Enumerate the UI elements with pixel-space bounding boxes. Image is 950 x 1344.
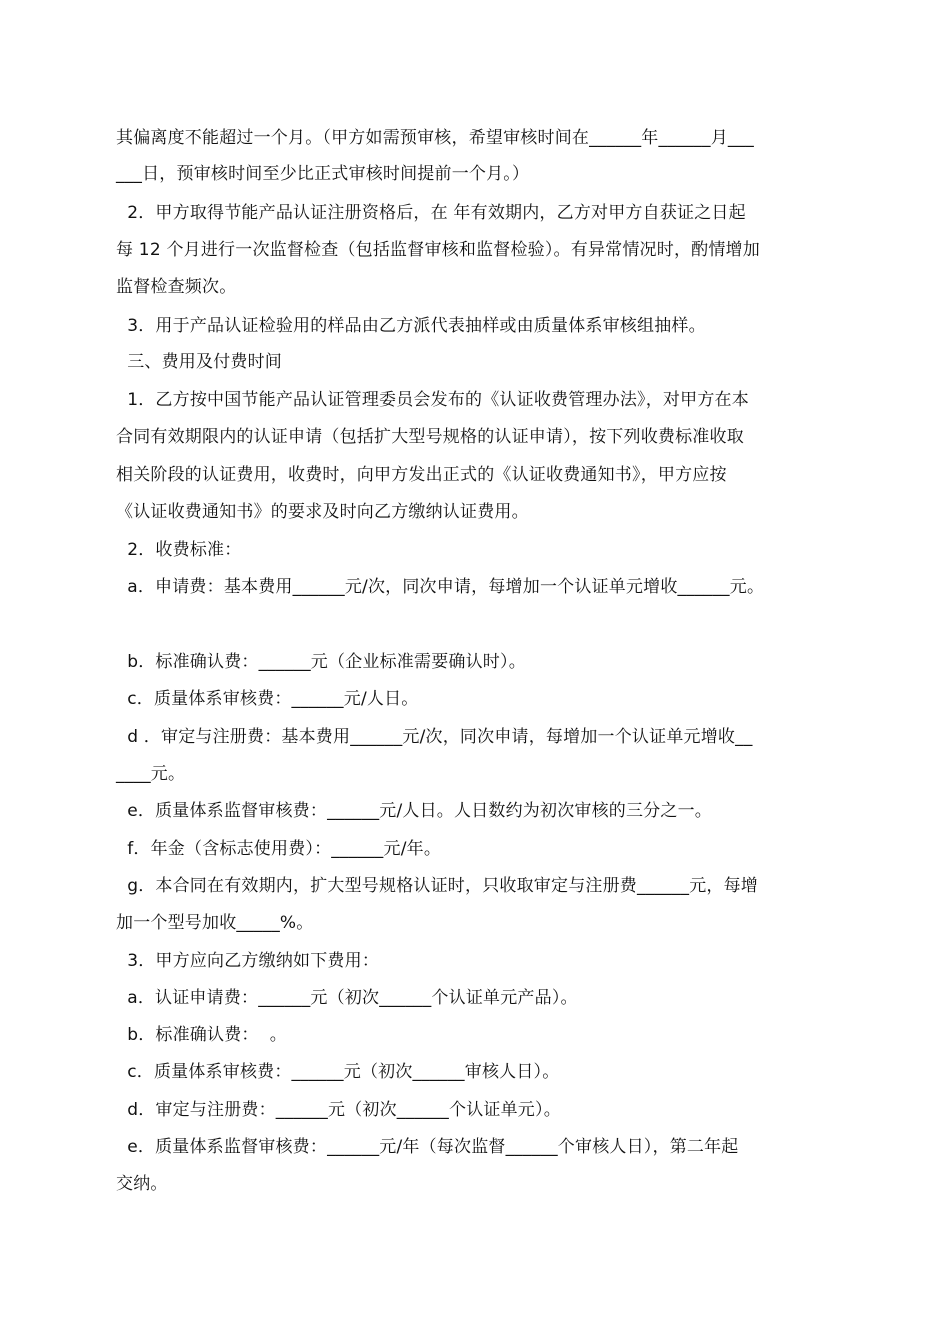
text-line: b．标准确认费： 。 [116,1025,288,1045]
text-line: e．质量体系监督审核费：______元/年（每次监督______个审核人日），第二年起 [116,1137,739,1157]
text-line: ____元。 [116,764,186,784]
text-line: d ．审定与注册费：基本费用______元/次，同次申请，每增加一个认证单元增收__ [116,727,753,747]
text-line: 加一个型号加收_____%。 [116,913,314,933]
text-line: 交纳。 [116,1174,168,1194]
text-line: 合同有效期限内的认证申请（包括扩大型号规格的认证申请），按下列收费标准收取 [116,427,744,447]
text-line: 监督检查频次。 [116,277,237,297]
text-line: 其偏离度不能超过一个月。（甲方如需预审核，希望审核时间在______年______月___ [116,128,754,148]
text-line: 3．甲方应向乙方缴纳如下费用： [116,951,380,971]
text-line: g．本合同在有效期内，扩大型号规格认证时，只收取审定与注册费______元，每增 [116,876,758,896]
text-line: 3．用于产品认证检验用的样品由乙方派代表抽样或由质量体系审核组抽样。 [116,316,706,336]
text-line: d．审定与注册费：______元（初次______个认证单元）。 [116,1100,561,1120]
text-line: b．标准确认费：______元（企业标准需要确认时）。 [116,652,526,672]
text-line: 相关阶段的认证费用，收费时，向甲方发出正式的《认证收费通知书》，甲方应按 [116,465,727,485]
text-line: 2．收费标准： [116,540,242,560]
text-line: c．质量体系审核费：______元/人日。 [116,689,419,709]
text-line: c．质量体系审核费：______元（初次______审核人日）。 [116,1062,560,1082]
text-line: ___日，预审核时间至少比正式审核时间提前一个月。） [116,164,530,184]
text-line: 《认证收费通知书》的要求及时向乙方缴纳认证费用。 [116,502,529,522]
text-line: 每 12 个月进行一次监督检查（包括监督审核和监督检验）。有异常情况时，酌情增加 [116,240,760,260]
text-line: a．申请费：基本费用______元/次，同次申请，每增加一个认证单元增收______元。 [116,577,765,597]
text-line: f．年金（含标志使用费）：______元/年。 [116,839,442,859]
text-line: a．认证申请费：______元（初次______个认证单元产品）。 [116,988,578,1008]
text-line: e．质量体系监督审核费：______元/人日。人日数约为初次审核的三分之一。 [116,801,712,821]
text-line: 2．甲方取得节能产品认证注册资格后，在 年有效期内，乙方对甲方自获证之日起 [116,203,746,223]
section-heading: 三、费用及付费时间 [116,352,283,372]
text-line: 1．乙方按中国节能产品认证管理委员会发布的《认证收费管理办法》，对甲方在本 [116,390,749,410]
